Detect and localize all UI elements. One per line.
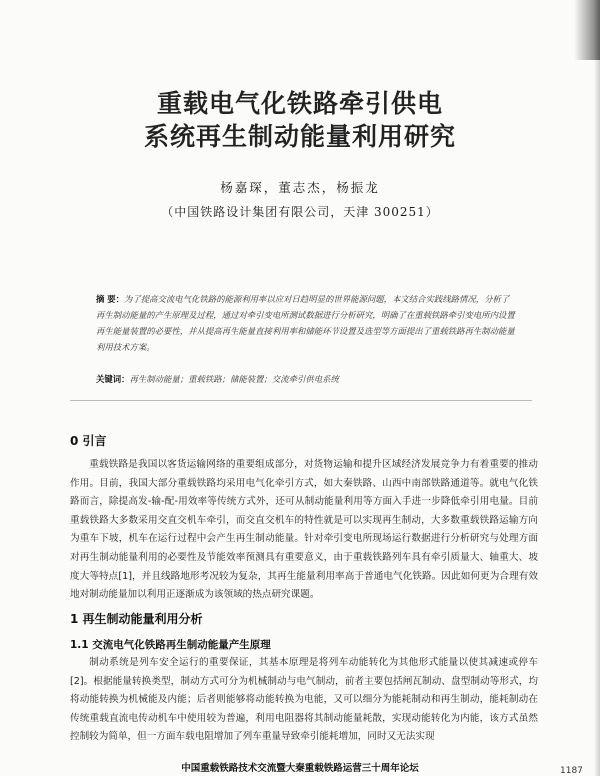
- abstract-label: 摘 要：: [96, 294, 125, 304]
- abstract: [96, 291, 516, 355]
- keywords: [96, 373, 516, 385]
- section-1-heading: 1 再生制动能量利用分析: [70, 612, 203, 626]
- section-0-heading: 0 引言: [70, 434, 107, 448]
- page-number: 1187: [560, 766, 583, 776]
- author-list: 杨嘉琛，董志杰，杨振龙: [220, 180, 380, 195]
- paper-title-line-1: 重载电气化铁路牵引供电: [156, 89, 443, 118]
- page-footer: 中国重载铁路技术交流暨大秦重载铁路运营三十周年论坛: [181, 763, 419, 774]
- paper-title-line-2: 系统再生制动能量利用研究: [143, 122, 456, 151]
- abstract-text: 为了提高交流电气化铁路的能源利用率以应对日趋明显的世界能源问题，本文结合实践线路情况，分析了再生制动能量的产生原理及过程，通过对牵引变电所测试数据进行分析研究，明确了在重载铁路牵引变电所内设置再生能量装置的必要性，并从提高再生能量直接利用率和储能环节设置及选型等方面提出了重载铁路再生制动能量利用技术方案。: [96, 294, 515, 352]
- section-1-1-paragraph: 制动系统是列车安全运行的重要保证，其基本原理是将列车动能转化为其他形式能量以使其减速或停车[2]。根据能量转换类型，制动方式可分为机械制动与电气制动，前者主要包括闸瓦制动、盘型制动等形式，均将动能转换为机械能及内能；后者则能够将动能转换为电能，又可以细分为能耗制动和再生制动，能耗制动在传统重载直流电传动机车中使用较为普遍，利用电阻器将其制动能量耗散，实现动能转化为内能，该方式虽然控制较为简单，但一方面车载电阻增加了列车重量导致牵引能耗增加，同时又无法实现: [70, 657, 538, 743]
- subsection-1-1-heading: 1.1 交流电气化铁路再生制动能量产生原理: [70, 639, 271, 651]
- section-0-paragraph: 重载铁路是我国以客货运输网络的重要组成部分，对货物运输和提升区域经济发展竞争力有着重要的推动作用。目前，我国大部分重载铁路均采用电气化牵引方式，如大秦铁路、山西中南部铁路通道等。就电气化铁路而言，除提高发-输-配-用效率等传统方式外，还可从制动能量利用等方面入手进一步降低牵引用电量。目前重载铁路大多数采用交直交机车牵引，而交直交机车的特性就是可以实现再生制动，大多数重载铁路运输方向为重车下坡，机车在运行过程中会产生再生制动能量。针对牵引变电所现场运行数据进行分析研究与处理方面对再生制动能量利用的必要性及节能效率预测具有重要意义，由于重载铁路列车具有牵引质量大、轴重大、坡度大等特点[1]，并且线路地形考况较为复杂，其再生能量利用率高于普通电气化铁路。因此如何更为合理有效地对制动能量加以利用正逐渐成为该领域的热点研究课题。: [70, 459, 538, 601]
- author-affiliation: （中国铁路设计集团有限公司，天津 300251）: [161, 205, 439, 219]
- keywords-label: 关键词：: [96, 374, 130, 384]
- keywords-text: 再生制动能量；重载铁路；储能装置；交流牵引供电系统: [129, 374, 339, 384]
- section-divider: [70, 400, 532, 401]
